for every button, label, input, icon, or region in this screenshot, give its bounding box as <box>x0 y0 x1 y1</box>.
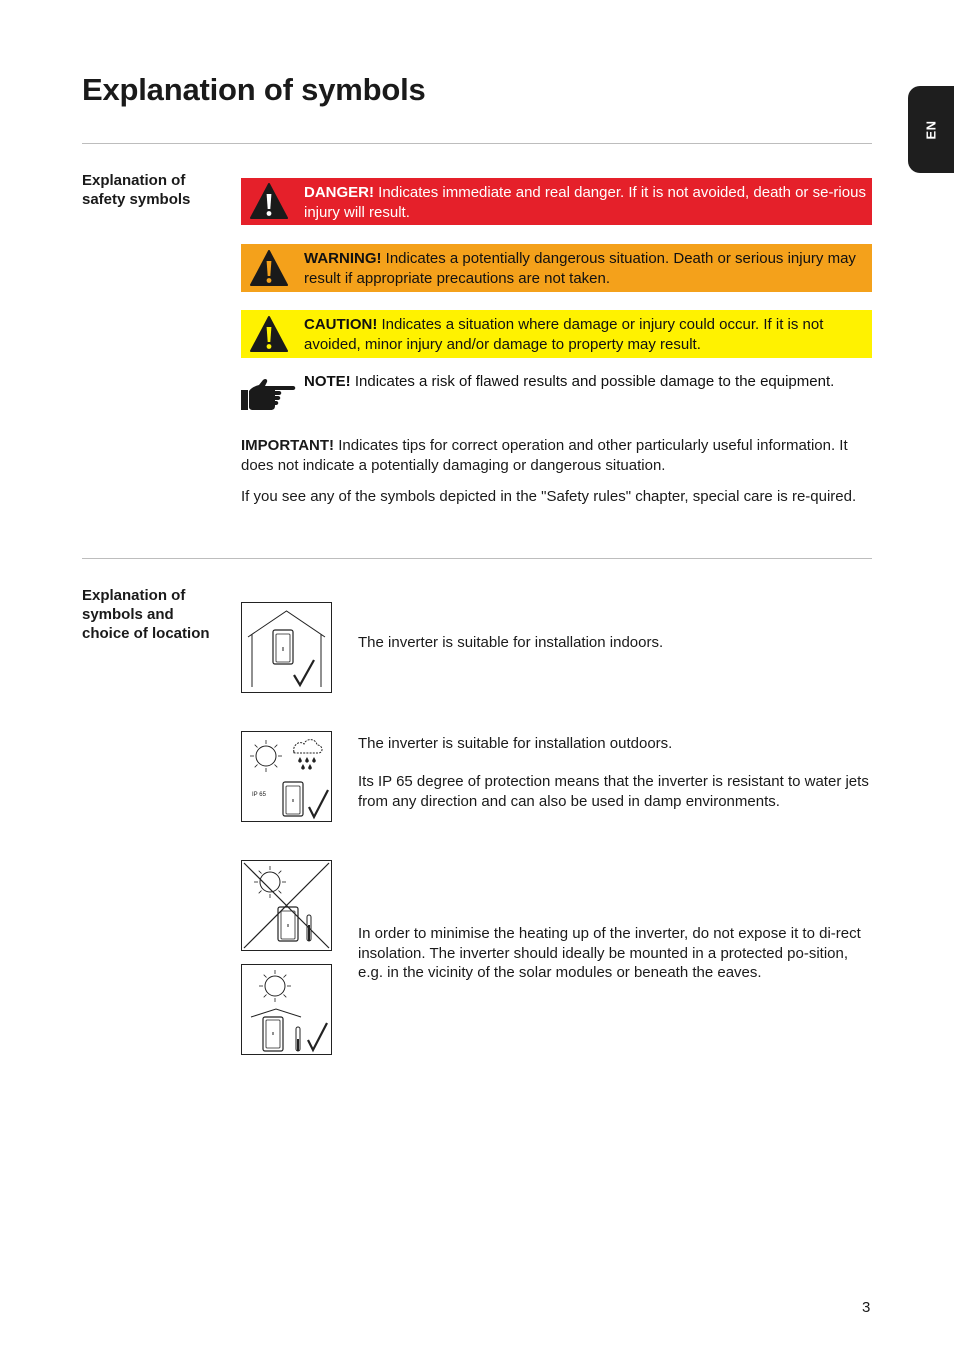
language-tab[interactable] <box>908 86 954 173</box>
note-description: Indicates a risk of flawed results and possible damage to the equipment. <box>350 373 835 390</box>
important-label: IMPORTANT! <box>241 437 335 454</box>
ip65-protection-text: Its IP 65 degree of protection means that the inverter is resistant to water jets from any direction and can also be used in damp environments. <box>358 773 869 810</box>
caution-description: Indicates a situation where damage or injury could occur. If it is not avoided, minor injury and/or damage to property may result. <box>304 316 824 353</box>
insolation-advice-text: In order to minimise the heating up of the inverter, do not expose it to di-rect insolation. The inverter should ideally be mounted in a protected po-sition, e.g. in the vicinity of the solar modules or beneath the eaves. <box>358 925 861 981</box>
page-title: Explanation of symbols <box>82 72 426 107</box>
protected-shade-icon <box>242 965 331 1054</box>
ip65-label: IP 65 <box>252 792 266 798</box>
outdoor-sun-rain-icon <box>242 732 331 821</box>
danger-warning-triangle-icon <box>249 182 289 220</box>
divider <box>82 558 872 559</box>
protected-position-pictogram <box>241 964 332 1055</box>
pointing-hand-icon <box>241 376 297 412</box>
warning-text <box>304 249 868 288</box>
caution-label: CAUTION! <box>304 316 378 333</box>
warning-notice <box>241 244 872 292</box>
important-description: Indicates tips for correct operation and other particularly useful information. It does not indicate a potentially damaging or dangerous situation. <box>241 437 848 474</box>
warning-description: Indicates a potentially dangerous situation. Death or serious injury may result if appropriate precautions are not taken. <box>304 250 856 287</box>
danger-notice <box>241 178 872 225</box>
outdoor-installation-text: The inverter is suitable for installation outdoors. <box>358 735 673 752</box>
indoor-house-icon <box>242 603 331 692</box>
important-paragraph <box>241 436 872 475</box>
danger-text <box>304 183 868 222</box>
note-label: NOTE! <box>304 373 351 390</box>
caution-text <box>304 315 868 354</box>
location-symbols-heading: Explanation of symbols and choice of location <box>82 587 210 642</box>
divider <box>82 143 872 144</box>
caution-notice <box>241 310 872 358</box>
warning-label: WARNING! <box>304 250 382 267</box>
safety-rules-paragraph: If you see any of the symbols depicted in the "Safety rules" chapter, special care is re-quired. <box>241 488 857 505</box>
direct-insolation-prohibited-pictogram <box>241 860 332 951</box>
direct-sun-crossed-icon <box>242 861 331 950</box>
note-text <box>304 372 868 392</box>
outdoor-installation-pictogram <box>241 731 332 822</box>
danger-description: Indicates immediate and real danger. If it is not avoided, death or se-rious injury will result. <box>304 184 866 221</box>
note-notice <box>241 370 872 414</box>
safety-symbols-heading: Explanation of safety symbols <box>82 172 191 208</box>
warning-triangle-icon <box>249 249 289 287</box>
danger-label: DANGER! <box>304 184 374 201</box>
caution-triangle-icon <box>249 315 289 353</box>
indoor-installation-text: The inverter is suitable for installation indoors. <box>358 634 664 651</box>
page-number: 3 <box>862 1299 871 1316</box>
language-tab-label: EN <box>923 119 939 140</box>
indoor-installation-pictogram <box>241 602 332 693</box>
